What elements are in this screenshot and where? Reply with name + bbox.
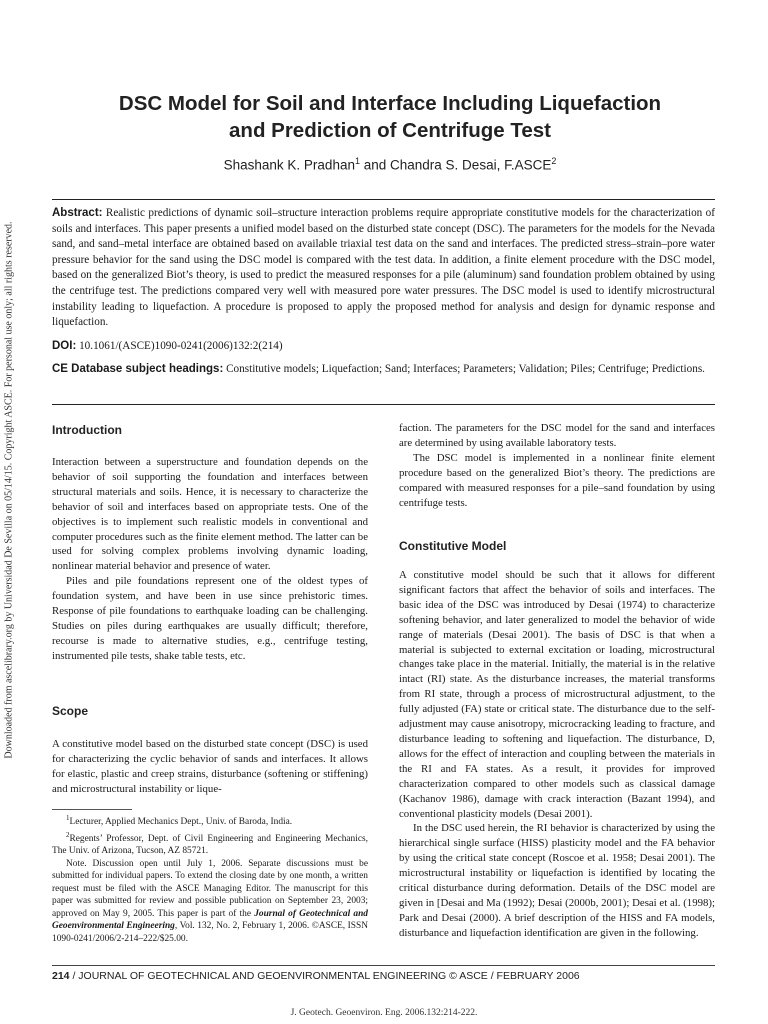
constitutive-model-paragraph-1: A constitutive model should be such that it allows for different significant factors that affect the behavior of soils and interfaces. The basic idea of the DSC was introduced by Desai (1974) to characterize softening behavior, and later generalized to model the behavior of wide range of materials (Desai 2001). The basis of DSC is that when a material is subjected to external excitation or loading, microstructural changes take place in the material. Initially, the material is in the relative intact (RI) state. As the disturbance increases, the material transforms from RI state, through a process of microstructural adjustment, to the fully adjusted (FA) state or critical state. The disturbance due to the self-adjustment may cause anisotropy, microcracking leading to fracture, and disturbance leading to softening and liquefaction. The disturbance, D, allows for the effect of interaction and coupling between the materials in the RI and FA states. As a result, it provides for improved characterization compared to other models such as classical damage (Kachanov 1986), damage with crack interaction (Bazant 1994), and conventional plasticity models (Desai 2001). — [399, 569, 715, 820]
paper-title — [60, 90, 720, 144]
footnote-2 — [52, 829, 368, 858]
author-2: Chandra S. Desai, F.ASCE — [390, 157, 552, 173]
subject-headings — [52, 362, 715, 378]
abstract-label: Abstract: — [52, 207, 103, 219]
footnote-2-text: Regents’ Professor, Dept. of Civil Engineering and Engineering Mechanics, The Univ. of Arizona, Tucson, AZ 85721. — [52, 833, 368, 857]
journal-footer-text: / JOURNAL OF GEOTECHNICAL AND GEOENVIRONMENTAL ENGINEERING © ASCE / FEBRUARY 2006 — [69, 970, 580, 982]
scope-body — [52, 737, 368, 797]
publication-note — [52, 858, 368, 946]
top-divider — [52, 199, 715, 200]
introduction-heading: Introduction — [52, 423, 122, 437]
page-number: 214 — [52, 970, 70, 982]
title-line-2: and Prediction of Centrifuge Test — [229, 119, 551, 142]
journal-name: Journal of Geotechnical and Geoenvironmental Engineering — [52, 908, 368, 932]
constitutive-model-heading: Constitutive Model — [399, 539, 507, 553]
doi-value[interactable]: 10.1061/(ASCE)1090-0241(2006)132:2(214) — [79, 340, 283, 352]
author-connector: and — [359, 157, 391, 173]
download-notice — [2, 210, 16, 770]
author-1-affiliation-mark: 1 — [354, 156, 360, 166]
scope-continuation — [399, 421, 715, 510]
subject-headings-text: Constitutive models; Liquefaction; Sand; Interfaces; Parameters; Validation; Piles; Centrifuge; Predictions. — [226, 363, 705, 375]
author-1: Shashank K. Pradhan — [223, 157, 355, 173]
author-2-affiliation-mark: 2 — [551, 156, 557, 166]
author-list — [60, 156, 720, 173]
constitutive-model-body — [399, 568, 715, 941]
footnote-1-text: Lecturer, Applied Mechanics Dept., Univ. of Baroda, India. — [69, 817, 293, 828]
footnote-1-mark: 1 — [66, 814, 70, 822]
publication-note-text-a: Note. Discussion open until July 1, 2006. Separate discussions must be submitted for individual papers. To extend the closing date by one month, a written request must be filed with the ASCE Managing Editor. The manuscript for this paper was submitted for review and possible publication on September 23, 2003; approved on May 9, 2005. This paper is part of the — [52, 858, 368, 919]
footnotes — [52, 812, 368, 945]
footer-divider — [52, 965, 715, 966]
section-divider — [52, 404, 715, 405]
introduction-body — [52, 455, 368, 664]
title-line-1: DSC Model for Soil and Interface Including Liquefaction — [118, 92, 662, 115]
abstract — [52, 206, 715, 331]
scope-heading: Scope — [52, 704, 89, 718]
footnote-1 — [52, 812, 368, 829]
subject-headings-label: CE Database subject headings: — [52, 363, 224, 375]
publication-note-text-b: , Vol. 132, No. 2, February 1, 2006. ©ASCE, ISSN 1090-0241/2006/2-214–222/$25.00. — [52, 921, 368, 944]
download-notice-text: Downloaded from ascelibrary.org by Universidad De Sevilla on 05/14/15. Copyright ASCE. For personal use only; all rights reserved. — [3, 221, 15, 759]
running-footer — [52, 970, 715, 982]
citation-line: J. Geotech. Geoenviron. Eng. 2006.132:214-222. — [290, 1008, 478, 1018]
constitutive-model-paragraph-2: In the DSC used herein, the RI behavior is characterized by using the hierarchical single surface (HISS) plasticity model and the FA behavior by using the critical state concept (Roscoe et al. 1958; Desai 2001). The microstructural instability or liquefaction is identified by locating the critical disturbance during deformation. Details of the DSC model are given in [Desai and Ma (1992); Desai (2000b, 2001); Desai et al. (1998); Park and Desai (2000). A brief description of the HISS and FA models, disturbance and liquefaction identification are given in the following. — [399, 822, 715, 939]
footnote-divider — [52, 809, 132, 810]
doi-label: DOI: — [52, 340, 77, 352]
scope-continuation-paragraph: faction. The parameters for the DSC model for the sand and interfaces are determined by using available laboratory tests. — [399, 422, 715, 449]
footnote-2-mark: 2 — [66, 830, 70, 839]
scope-paragraph-1: A constitutive model based on the disturbed state concept (DSC) is used for characterizing the cyclic behavior of sands and interfaces. It allows for elastic, plastic and creep strains, disturbance (softening or stiffening) and microstructural instability or lique- — [52, 738, 368, 795]
scope-paragraph-2: The DSC model is implemented in a nonlinear finite element procedure based on the generalized Biot’s theory. The predictions are compared with measured responses for a pile–sand foundation by using centrifuge tests. — [399, 451, 715, 509]
abstract-text: Realistic predictions of dynamic soil–structure interaction problems require appropriate constitutive models for the characterization of soils and interfaces. This paper presents a unified model based on the disturbed state concept (DSC). The parameters for the models for the Nevada sand, and sand–metal interface are obtained based on available triaxial test data on the sand and interfaces. The predicted stress–strain–pore water pressure behavior for the sand using the DSC model is compared with the test data. In addition, a finite element procedure with the DSC model, based on the generalized Biot’s theory, is used to predict the measured responses for a pile (aluminum) sand foundation problem obtained by using the centrifuge test. The predictions compared very well with measured pore water pressures. The DSC model is used to identify microstructural instability leading to liquefaction. A procedure is proposed to apply the proposed method for analysis and design for dynamic response and liquefaction. — [52, 207, 715, 329]
doi-line — [52, 340, 715, 352]
introduction-paragraph-2: Piles and pile foundations represent one of the oldest types of foundation system, and have been in use since prehistoric times. Response of pile foundations to earthquake loading can be challenging. Studies on piles during earthquakes are usually difficult; therefore, recourse is made to alternative studies, e.g., centrifuge testing, instrumented pile tests, shake table tests, etc. — [52, 575, 368, 662]
introduction-paragraph-1: Interaction between a superstructure and foundation depends on the behavior of soil supporting the foundation and interfaces between structural materials and soils. Hence, it is necessary to characterize the behavior of soil and interfaces based on appropriate tests. One of the objectives is to implement such realistic models in conventional and computer procedures such as the finite element method. The latter can be used for solving complex problems involving dynamic loading, nonlinear material behavior and presence of water. — [52, 456, 368, 573]
